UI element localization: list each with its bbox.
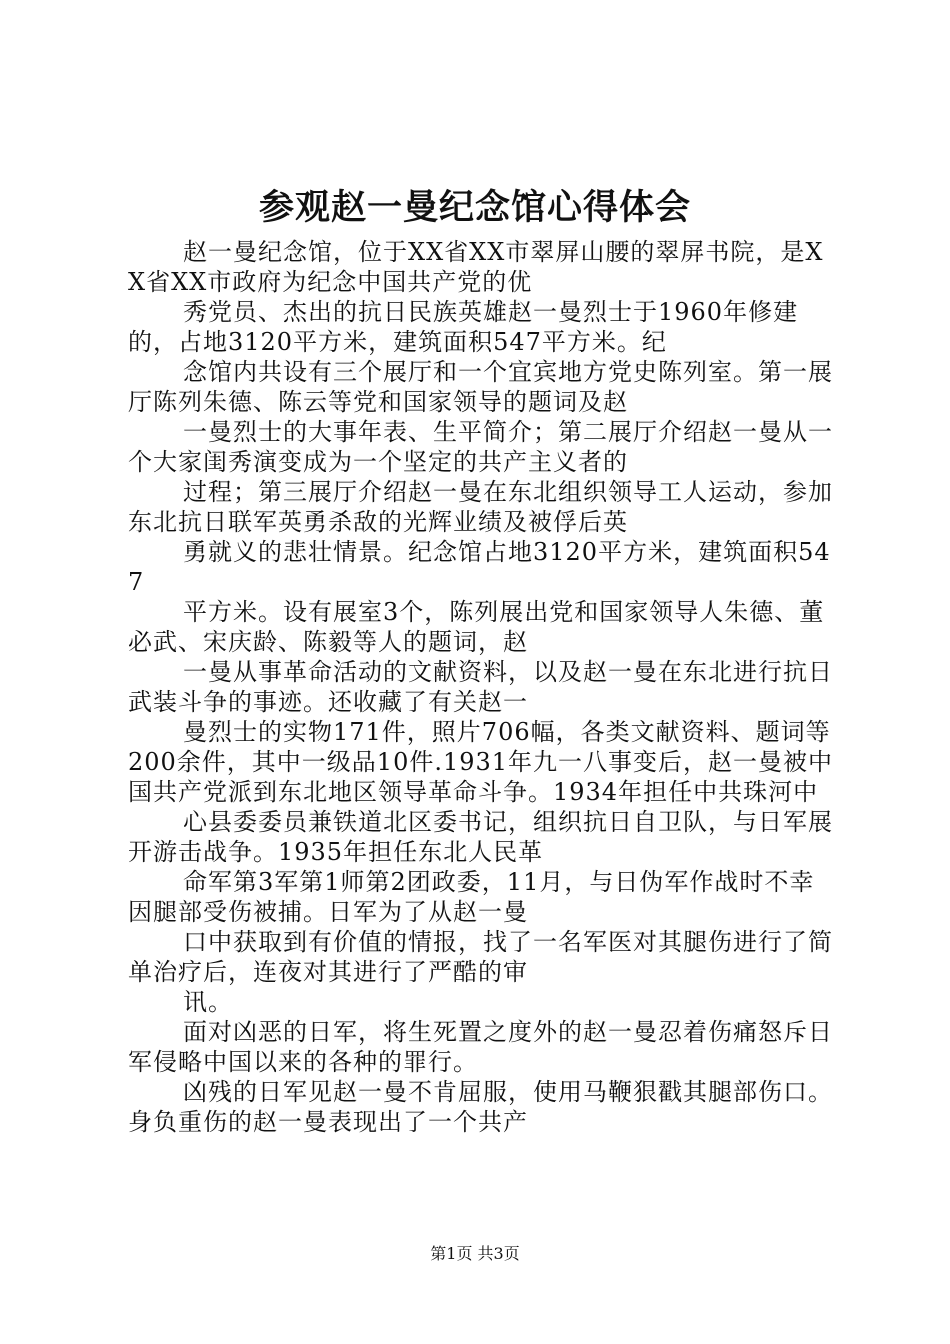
paragraph: 勇就义的悲壮情景。纪念馆占地3120平方米，建筑面积547 (128, 538, 831, 596)
paragraph: 秀党员、杰出的抗日民族英雄赵一曼烈士于1960年修建的，占地3120平方米，建筑面积547平方米。纪 (128, 298, 799, 356)
document-body (128, 237, 838, 1137)
paragraph: 讯。 (183, 988, 233, 1016)
paragraph: 曼烈士的实物171件，照片706幅，各类文献资料、题词等200余件，其中一级品10件.1931年九一八事变后，赵一曼被中国共产党派到东北地区领导革命斗争。1934年担任中共珠河中 (128, 718, 834, 806)
paragraph: 赵一曼纪念馆，位于XX省XX市翠屏山腰的翠屏书院，是XX省XX市政府为纪念中国共产党的优 (128, 238, 824, 296)
paragraph: 过程；第三展厅介绍赵一曼在东北组织领导工人运动，参加东北抗日联军英勇杀敌的光辉业绩及被俘后英 (128, 478, 833, 536)
page-number-footer: 第1页 共3页 (430, 1244, 520, 1263)
document-title: 参观赵一曼纪念馆心得体会 (258, 187, 691, 228)
paragraph: 一曼烈士的大事年表、生平简介；第二展厅介绍赵一曼从一个大家闺秀演变成为一个坚定的共产主义者的 (128, 418, 833, 476)
paragraph: 心县委委员兼铁道北区委书记，组织抗日自卫队，与日军展开游击战争。1935年担任东北人民革 (128, 808, 833, 866)
paragraph: 口中获取到有价值的情报，找了一名军医对其腿伤进行了简单治疗后，连夜对其进行了严酷的审 (128, 928, 833, 986)
paragraph: 凶残的日军见赵一曼不肯屈服，使用马鞭狠戳其腿部伤口。身负重伤的赵一曼表现出了一个共产 (128, 1078, 833, 1136)
paragraph: 面对凶恶的日军，将生死置之度外的赵一曼忍着伤痛怒斥日军侵略中国以来的各种的罪行。 (128, 1018, 833, 1076)
paragraph: 念馆内共设有三个展厅和一个宜宾地方党史陈列室。第一展厅陈列朱德、陈云等党和国家领导的题词及赵 (128, 358, 833, 416)
paragraph: 平方米。设有展室3个，陈列展出党和国家领导人朱德、董必武、宋庆龄、陈毅等人的题词，赵 (128, 598, 825, 656)
paragraph: 命军第3军第1师第2团政委，11月，与日伪军作战时不幸因腿部受伤被捕。日军为了从赵一曼 (128, 868, 815, 926)
paragraph: 一曼从事革命活动的文献资料，以及赵一曼在东北进行抗日武装斗争的事迹。还收藏了有关赵一 (128, 658, 833, 716)
